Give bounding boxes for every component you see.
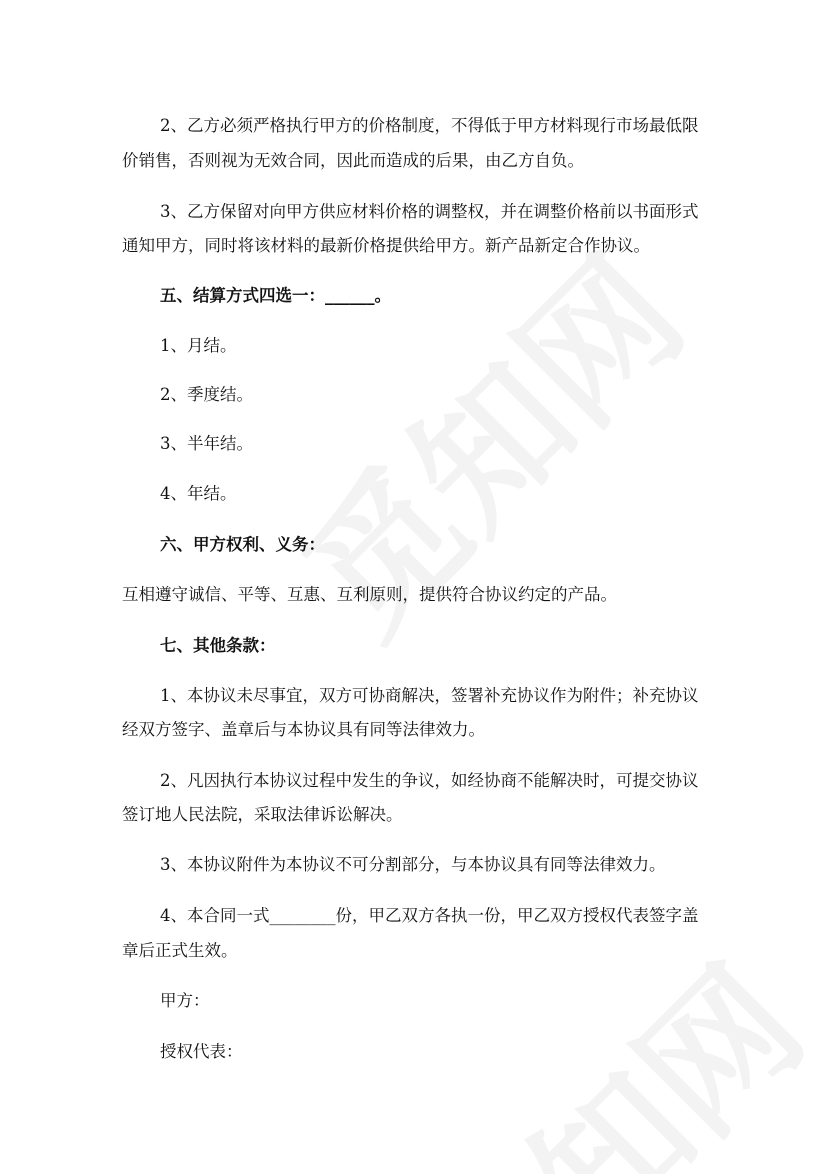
- settlement-option-3: 3、半年结。: [160, 434, 253, 453]
- section-7-heading: 七、其他条款：: [160, 636, 276, 655]
- clause-4-2-line-2: 价销售，否则视为无效合同，因此而造成的后果，由乙方自负。: [122, 151, 584, 170]
- clause-4-3-line-2: 通知甲方，同时将该材料的最新价格提供给甲方。新产品新定合作协议。: [122, 236, 650, 255]
- clause-7-4-line-1: 4、本合同一式________份，甲乙双方各执一份，甲乙双方授权代表签字盖: [160, 906, 699, 925]
- clause-4-2-line-1: 2、乙方必须严格执行甲方的价格制度，不得低于甲方材料现行市场最低限: [160, 116, 699, 135]
- section-6-heading: 六、甲方权利、义务：: [160, 535, 325, 554]
- section-6-paragraph: 互相遵守诚信、平等、互惠、互利原则，提供符合协议约定的产品。: [122, 585, 617, 604]
- clause-7-1-line-2: 经双方签字、盖章后与本协议具有同等法律效力。: [122, 720, 485, 739]
- settlement-option-4: 4、年结。: [160, 484, 237, 503]
- party-a-label: 甲方：: [160, 991, 210, 1010]
- section-5-heading: 五、结算方式四选一：______。: [160, 286, 391, 305]
- clause-7-1-line-1: 1、本协议未尽事宜，双方可协商解决，签署补充协议作为附件；补充协议: [160, 686, 699, 705]
- clause-7-2-line-2: 签订地人民法院，采取法律诉讼解决。: [122, 805, 403, 824]
- settlement-option-1: 1、月结。: [160, 336, 237, 355]
- authorized-rep-label: 授权代表：: [160, 1042, 243, 1061]
- clause-7-3: 3、本协议附件为本协议不可分割部分，与本协议具有同等法律效力。: [160, 855, 666, 874]
- clause-4-3-line-1: 3、乙方保留对向甲方供应材料价格的调整权，并在调整价格前以书面形式: [160, 202, 699, 221]
- clause-7-4-line-2: 章后正式生效。: [122, 941, 238, 960]
- clause-7-2-line-1: 2、凡因执行本协议过程中发生的争议，如经协商不能解决时，可提交协议: [160, 771, 699, 790]
- settlement-option-2: 2、季度结。: [160, 385, 253, 404]
